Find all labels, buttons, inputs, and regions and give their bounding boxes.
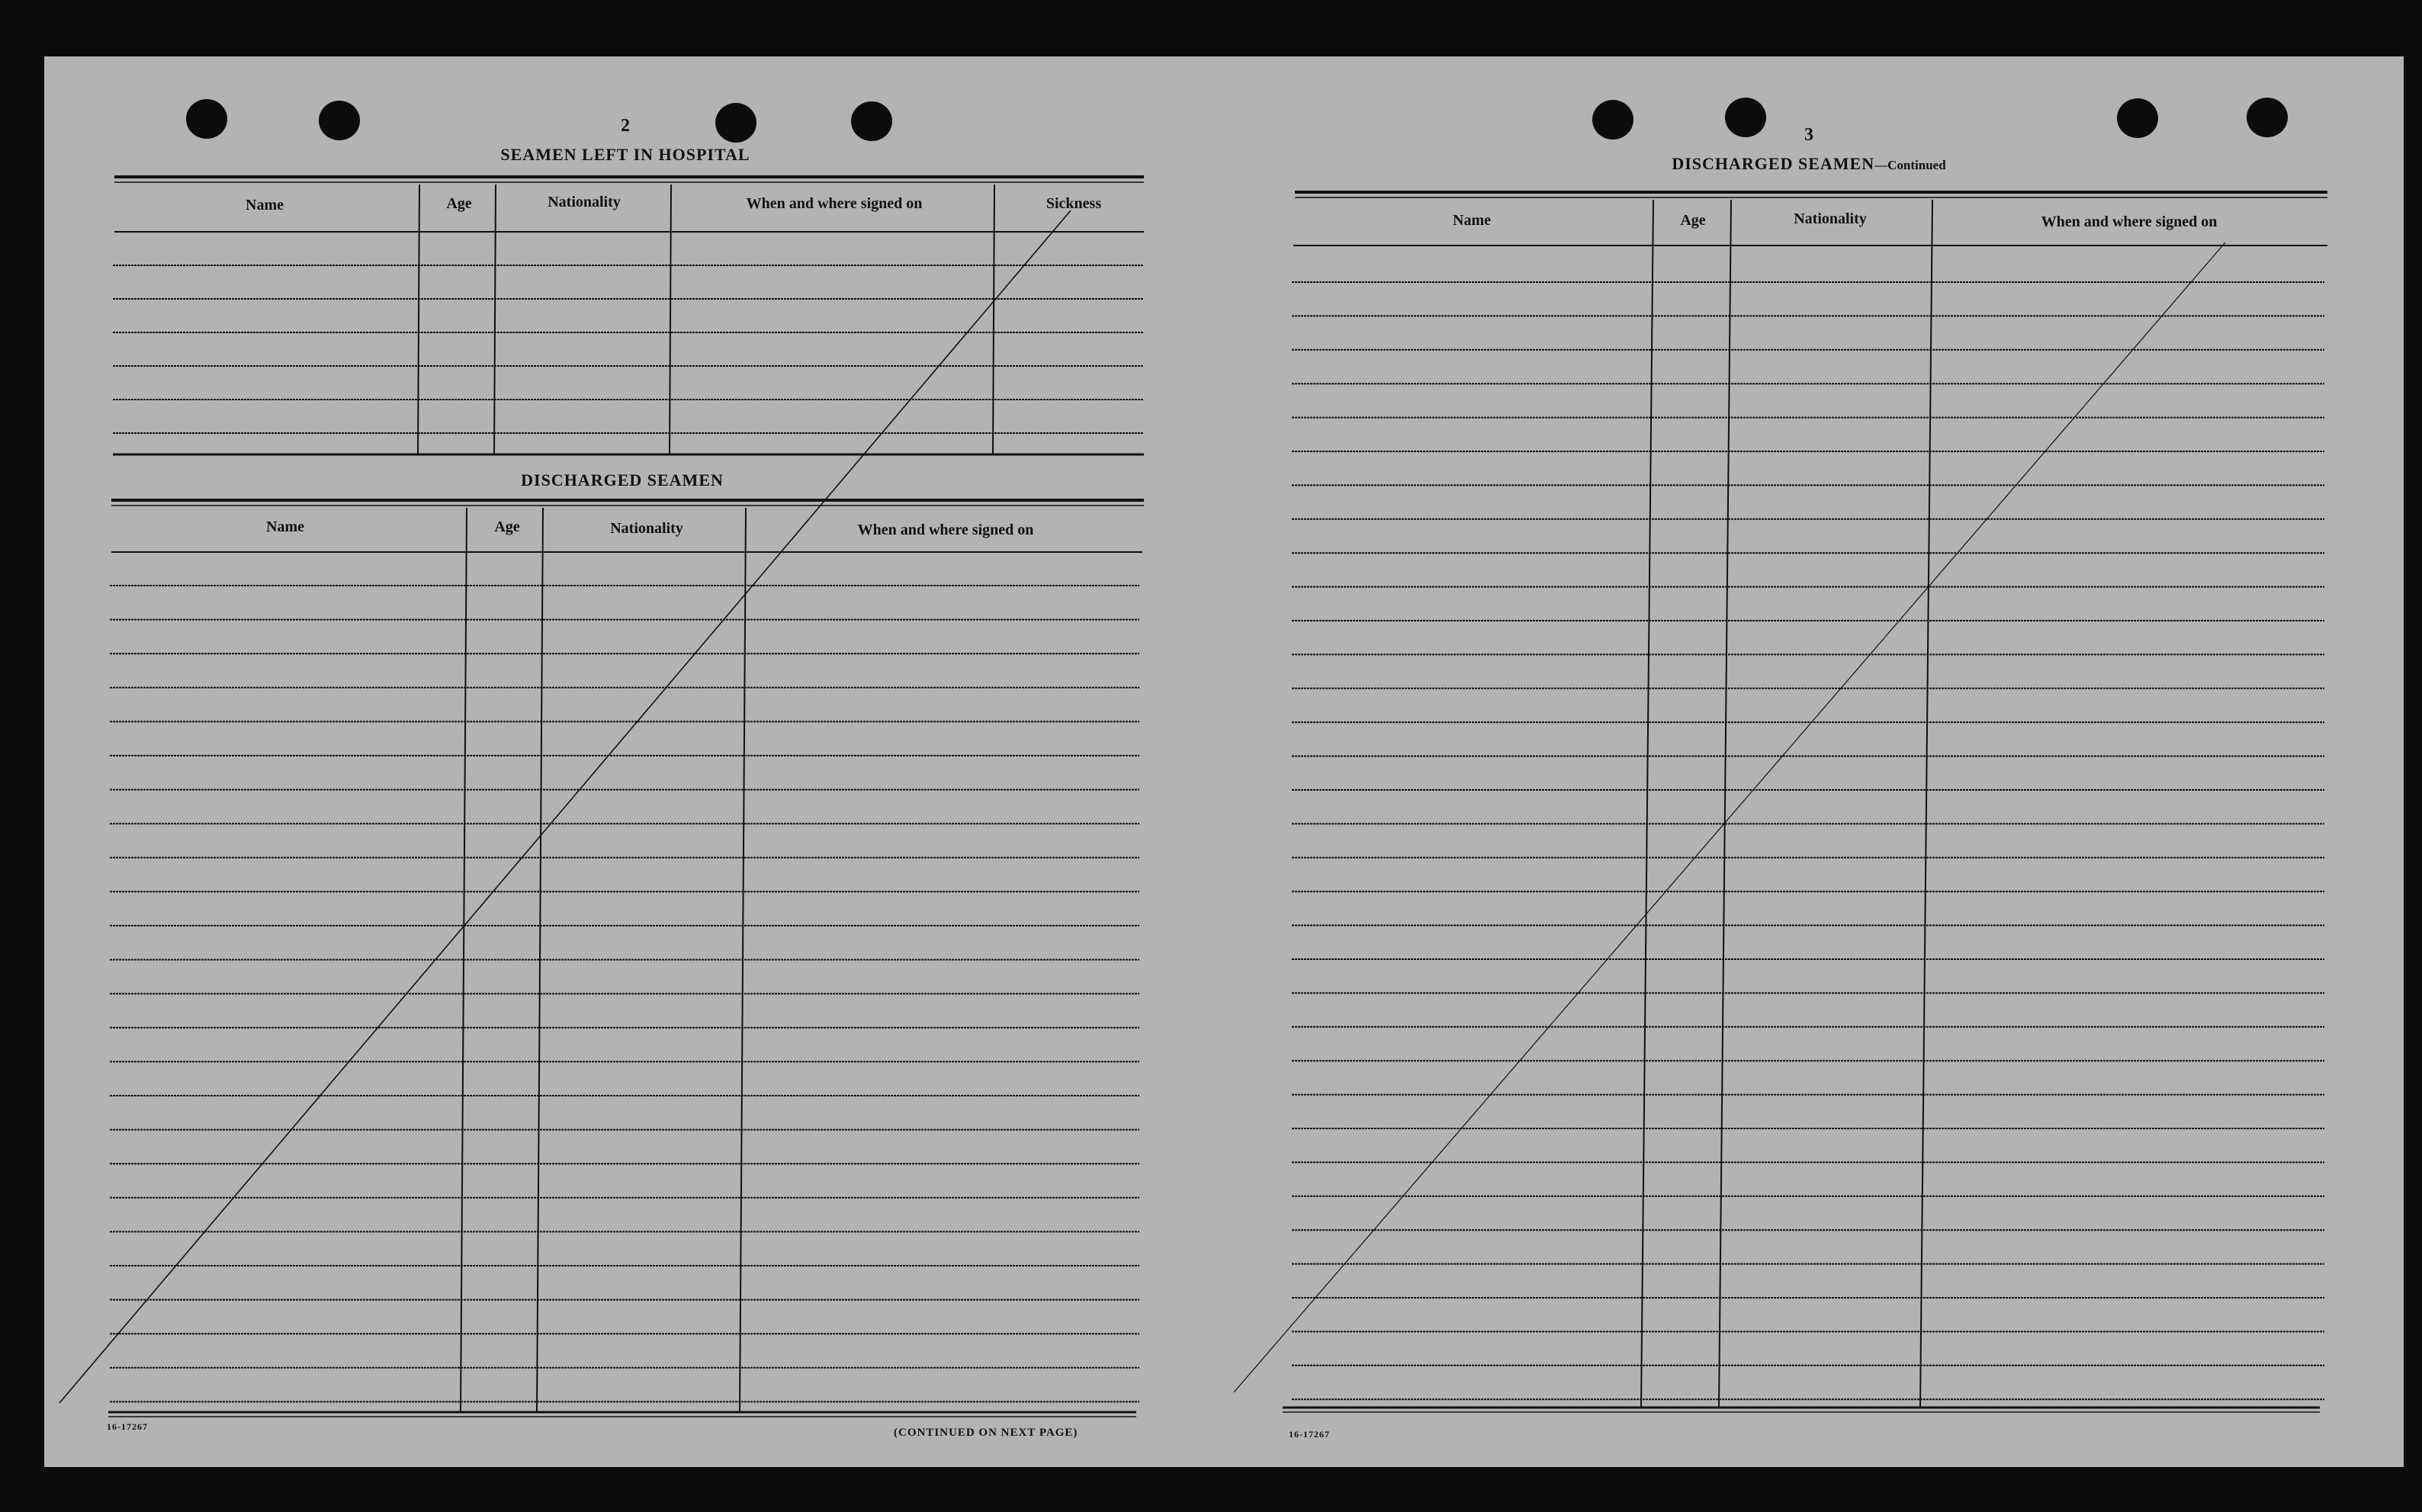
continued-col-signed-on: When and where signed on: [2041, 213, 2218, 230]
hospital-col-name: Name: [246, 197, 284, 213]
section-title-suffix: —Continued: [1874, 158, 1946, 172]
hospital-col-age: Age: [446, 195, 472, 212]
discharged-col-name: Name: [266, 518, 304, 535]
discharged-col-age: Age: [494, 518, 520, 535]
continued-column-rule: [1641, 200, 1653, 1408]
continued-column-rule: [1920, 200, 1932, 1408]
continued-column-rule: [1719, 200, 1731, 1408]
discharged-col-nationality: Nationality: [610, 520, 683, 537]
section-title-text: DISCHARGED SEAMEN: [1672, 154, 1875, 173]
discharged-col-signed-on: When and where signed on: [857, 522, 1034, 538]
hospital-column-rule: [670, 185, 671, 454]
form-number-left: 16-17267: [107, 1421, 148, 1432]
hospital-column-rule: [494, 185, 496, 454]
continued-col-age: Age: [1680, 212, 1706, 229]
continued-col-nationality: Nationality: [1794, 210, 1867, 227]
hospital-col-signed-on: When and where signed on: [746, 195, 923, 212]
form-number-right: 16-17267: [1289, 1429, 1330, 1440]
page-number-left: 2: [621, 116, 630, 136]
continued-note: (CONTINUED ON NEXT PAGE): [894, 1427, 1078, 1439]
hospital-column-rule: [993, 185, 994, 454]
hospital-column-rule: [418, 185, 419, 454]
hospital-col-sickness: Sickness: [1046, 195, 1102, 212]
page-number-right: 3: [1804, 125, 1813, 145]
section-title-discharged: DISCHARGED SEAMEN: [521, 470, 724, 490]
cancellation-stroke: [59, 210, 1071, 1403]
hospital-col-nationality: Nationality: [548, 194, 621, 210]
section-title-hospital: SEAMEN LEFT IN HOSPITAL: [500, 145, 750, 164]
continued-col-name: Name: [1453, 212, 1491, 229]
